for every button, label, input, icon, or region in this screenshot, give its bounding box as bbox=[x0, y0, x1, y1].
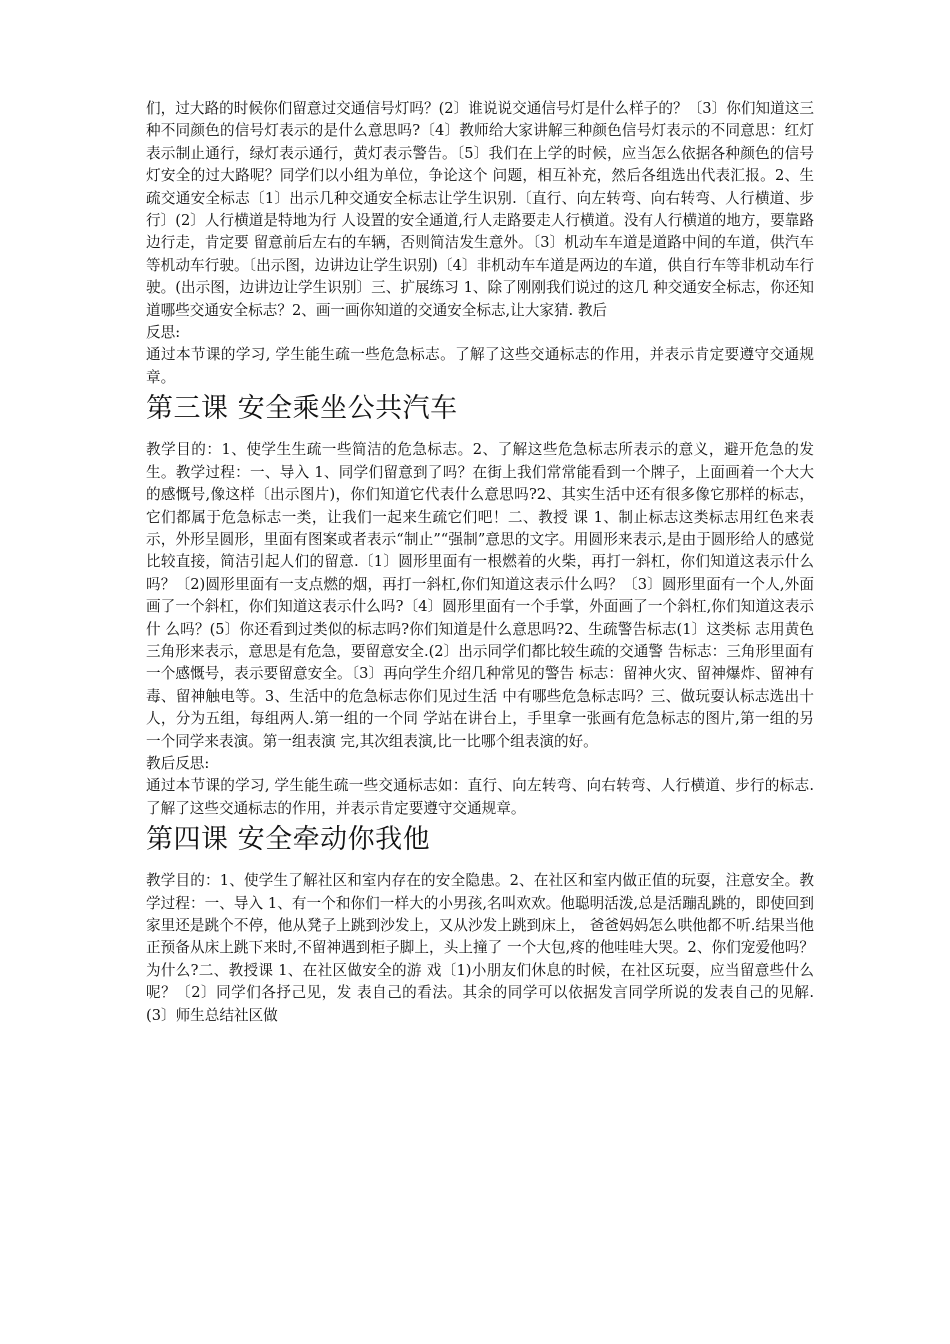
section3-reflection-label: 教后反思: bbox=[146, 754, 210, 772]
section2-body: 们，过大路的时候你们留意过交通信号灯吗？(2〕谁说说交通信号灯是什么样子的？〔3〕你们知道这三种不同颜色的信号灯表示的是什么意思吗?〔4〕教师给大家讲解三种颜色信号灯表示的不同意思：红灯表示制止通行，绿灯表示通行，黄灯表示警告。〔5〕我们在上学的时候，应当怎么依据各种颜色的信号灯安全的过大路呢？同学们以小组为单位，争论这个 问题，相互补充，然后各组选出代表汇报。2、生疏交通安全标志〔1〕出示几种交通安全标志让学生识别.〔直行、向左转弯、向右转弯、人行横道、步行〕(2〕人行横道是特地为行 人设置的安全通道,行人走路要走人行横道。没有人行横道的地方，要靠路边行走，肯定要 留意前后左右的车辆，否则简洁发生意外。〔3〕机动车车道是道路中间的车道，供汽车等机动车行驶。〔出示图，边讲边让学生识别)〔4〕非机动车车道是两边的车道，供自行车等非机动车行驶。(出示图，边讲边让学生识别〕三、扩展练习 1、除了刚刚我们说过的这几 种交通安全标志，你还知道哪些交通安全标志？2、画一画你知道的交通安全标志,让大家猜. 教后 bbox=[146, 100, 814, 319]
section4-body: 教学目的：1、使学生了解社区和室内存在的安全隐患。2、在社区和室内做正值的玩耍，注意安全。教学过程：一、导入 1、有一个和你们一样大的小男孩,名叫欢欢。他聪明活泼,总是活蹦乱跳的，即使回到家里还是跳个不停，他从凳子上跳到沙发上，又从沙发上跳到床上， 爸爸妈妈怎么哄他都不听.结果当他正预备从床上跳下来时,不留神遇到柜子脚上，头上撞了 一个大包,疼的他哇哇大哭。2、你们宠爱他吗？为什么?二、教授课 1、在社区做安全的游 戏〔1)小朋友们休息的时候，在社区玩耍，应当留意些什么呢？〔2〕同学们各抒己见，发 表自己的看法。其余的同学可以依据发言同学所说的发表自己的见解.(3〕师生总结社区做 bbox=[146, 872, 814, 1024]
section3-title: 第三课 安全乘坐公共汽车 bbox=[146, 393, 458, 425]
section3-body: 教学目的：1、使学生生疏一些简洁的危急标志。2、了解这些危急标志所表示的意义，避开危急的发生。教学过程：一、导入 1、同学们留意到了吗？在街上我们常常能看到一个牌子，上面画着一个大大的感慨号,像这样〔出示图片)，你们知道它代表什么意思吗?2、其实生活中还有很多像它那样的标志，它们都属于危急标志一类，让我们一起来生疏它们吧！二、教授 课 1、制止标志这类标志用红色来表示，外形呈圆形，里面有图案或者表示“制止”“强制”意思的文字。用圆形来表示,是由于圆形给人的感觉比较直接，简洁引起人们的留意.〔1〕圆形里面有一根燃着的火柴，再打一斜杠，你们知道这表示什么吗？〔2)圆形里面有一支点燃的烟，再打一斜杠,你们知道这表示什么吗？〔3〕圆形里面有一个人,外面画了一个斜杠，你们知道这表示什么吗?〔4〕圆形里面有一个手掌，外面画了一个斜杠,你们知道这表示什 么吗？(5〕你还看到过类似的标志吗?你们知道是什么意思吗?2、生疏警告标志(1〕这类标 志用黄色三角形来表示，意思是有危急，要留意安全.(2〕出示同学们都比较生疏的交通警 告标志：三角形里面有一个感慨号，表示要留意安全。〔3〕再向学生介绍几种常见的警告 标志：留神火灾、留神爆炸、留神有毒、留神触电等。3、生活中的危急标志你们见过生活 中有哪些危急标志吗？三、做玩耍认标志选出十人，分为五组，每组两人.第一组的一个同 学站在讲台上，手里拿一张画有危急标志的图片,第一组的另一个同学来表演。第一组表演 完,其次组表演,比一比哪个组表演的好。 bbox=[146, 441, 814, 750]
section4-title: 第四课 安全牵动你我他 bbox=[146, 824, 431, 856]
section2-reflection-label: 反思: bbox=[146, 324, 181, 342]
document-page bbox=[146, 98, 814, 1027]
section2-reflection: 通过本节课的学习, 学生能生疏一些危急标志。了解了这些交通标志的作用，并表示肯定要遵守交通规章。 bbox=[146, 346, 814, 386]
section3-reflection: 通过本节课的学习, 学生能生疏一些交通标志如：直行、向左转弯、向右转弯、人行横道、步行的标志.了解了这些交通标志的作用，并表示肯定要遵守交通规章。 bbox=[146, 777, 814, 817]
